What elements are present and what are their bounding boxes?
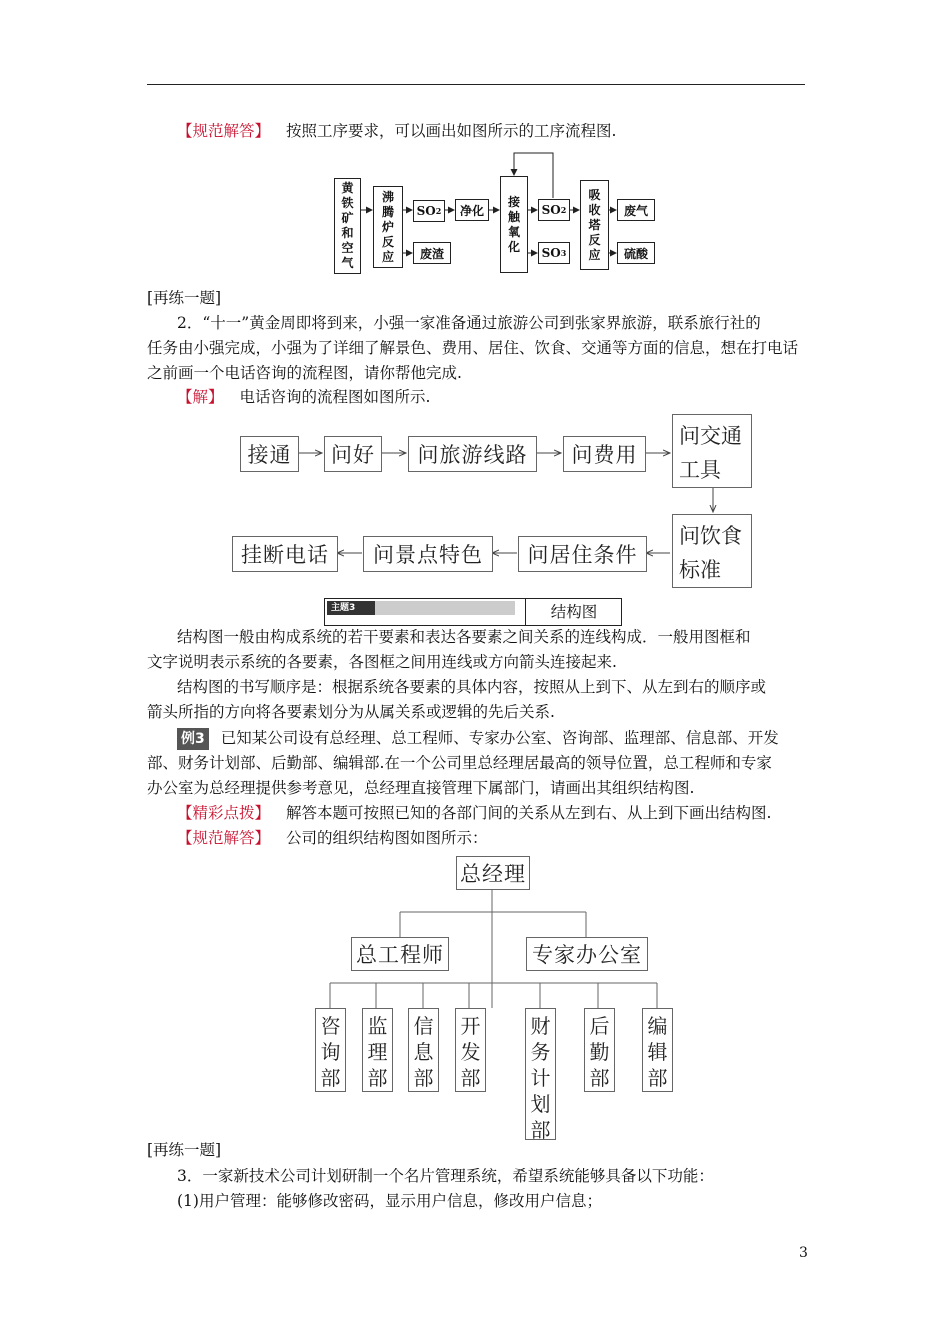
scenery-box: 问景点特色 xyxy=(363,536,493,572)
q2-line-2: 任务由小强完成，小强为了详细了解景色、费用、居住、饮食、交通等方面的信息，想在打电话 xyxy=(147,339,799,357)
expert-office-box: 专家办公室 xyxy=(526,937,648,971)
dept-finance-planning: 财 务 计 划 部 xyxy=(525,1008,556,1140)
q3-line: 3．一家新技术公司计划研制一个名片管理系统，希望系统能够具备以下功能： xyxy=(177,1167,714,1185)
dept-logistics: 后 勤 部 xyxy=(584,1008,615,1092)
housing-box: 问居住条件 xyxy=(518,536,647,572)
absorption-tower-box: 吸 收 塔 反 应 xyxy=(580,180,609,270)
dept-consulting: 咨 询 部 xyxy=(315,1008,346,1092)
general-manager-box: 总经理 xyxy=(456,856,530,890)
hint-text: 解答本题可按照已知的各部门间的关系从左到右、从上到下画出结构图. xyxy=(286,804,772,822)
solution-label: 【规范解答】 xyxy=(177,122,271,140)
dept-information: 信 息 部 xyxy=(408,1008,439,1092)
q3-item-1: (1)用户管理：能够修改密码，显示用户信息，修改用户信息； xyxy=(177,1192,602,1210)
practice-label-1: [再练一题] xyxy=(147,289,222,307)
waste-gas-box: 废气 xyxy=(617,199,655,221)
section-title: 结构图 xyxy=(525,599,622,625)
solution-text: 按照工序要求，可以画出如图所示的工序流程图. xyxy=(286,122,617,140)
s2-line-1: 结构图的书写顺序是：根据系统各要素的具体内容，按照从上到下、从左到右的顺序或 xyxy=(177,678,767,696)
answer-text: 电话咨询的流程图如图所示. xyxy=(239,388,431,406)
s1-line-1: 结构图一般由构成系统的若干要素和表达各要素之间关系的连线构成．一般用图框和 xyxy=(177,628,751,646)
answer-label: 【解】 xyxy=(177,388,224,406)
page-number: 3 xyxy=(799,1245,808,1261)
connect-box: 接通 xyxy=(240,436,299,472)
hangup-box: 挂断电话 xyxy=(232,536,338,572)
dept-supervision: 监 理 部 xyxy=(362,1008,393,1092)
example-line-3: 办公室为总经理提供参考意见，总经理直接管理下属部门，请画出其组织结构图. xyxy=(147,779,695,797)
sulfuric-acid-box: 硫酸 xyxy=(617,242,655,264)
solution-label-2: 【规范解答】 xyxy=(177,829,271,847)
so3-box: SO 3 xyxy=(538,242,570,264)
boiling-furnace-box: 沸 腾 炉 反 应 xyxy=(373,186,403,268)
q2-line-1: 2．“十一”黄金周即将到来，小强一家准备通过旅游公司到张家界旅游，联系旅行社的 xyxy=(177,314,761,332)
greet-box: 问好 xyxy=(324,436,382,472)
hint-label: 【精彩点拨】 xyxy=(177,804,271,822)
example-text-1: 已知某公司设有总经理、总工程师、专家办公室、咨询部、监理部、信息部、开发 xyxy=(220,729,779,747)
pyrite-air-box: 黄 铁 矿 和 空 气 xyxy=(334,178,361,274)
s2-line-2: 箭头所指的方向将各要素划分为从属关系或逻辑的先后关系. xyxy=(147,703,555,721)
practice-label-2: [再练一题] xyxy=(147,1141,222,1159)
example-label: 例3 xyxy=(177,728,209,750)
so2-box-2: SO 2 xyxy=(538,199,570,221)
purify-box: 净化 xyxy=(455,199,489,221)
dept-development: 开 发 部 xyxy=(455,1008,486,1092)
contact-oxidation-box: 接 触 氧 化 xyxy=(500,176,528,273)
transport-box: 问交通 工具 xyxy=(672,414,752,488)
residue-box: 废渣 xyxy=(413,242,451,264)
org-text: 公司的组织结构图如图所示： xyxy=(286,829,488,847)
q2-line-3: 之前画一个电话咨询的流程图，请你帮他完成. xyxy=(147,364,462,382)
food-box: 问饮食 标准 xyxy=(672,514,752,588)
dept-editing: 编 辑 部 xyxy=(642,1008,673,1092)
section-tag: 主题3 xyxy=(327,601,379,615)
cost-box: 问费用 xyxy=(563,436,646,472)
example-line-2: 部、财务计划部、后勤部、编辑部.在一个公司里总经理居最高的领导位置，总工程师和专家 xyxy=(147,754,772,772)
s1-line-2: 文字说明表示系统的各要素，各图框之间用连线或方向箭头连接起来. xyxy=(147,653,617,671)
so2-box-1: SO 2 xyxy=(413,200,445,222)
chief-engineer-box: 总工程师 xyxy=(351,937,449,971)
route-box: 问旅游线路 xyxy=(408,436,537,472)
